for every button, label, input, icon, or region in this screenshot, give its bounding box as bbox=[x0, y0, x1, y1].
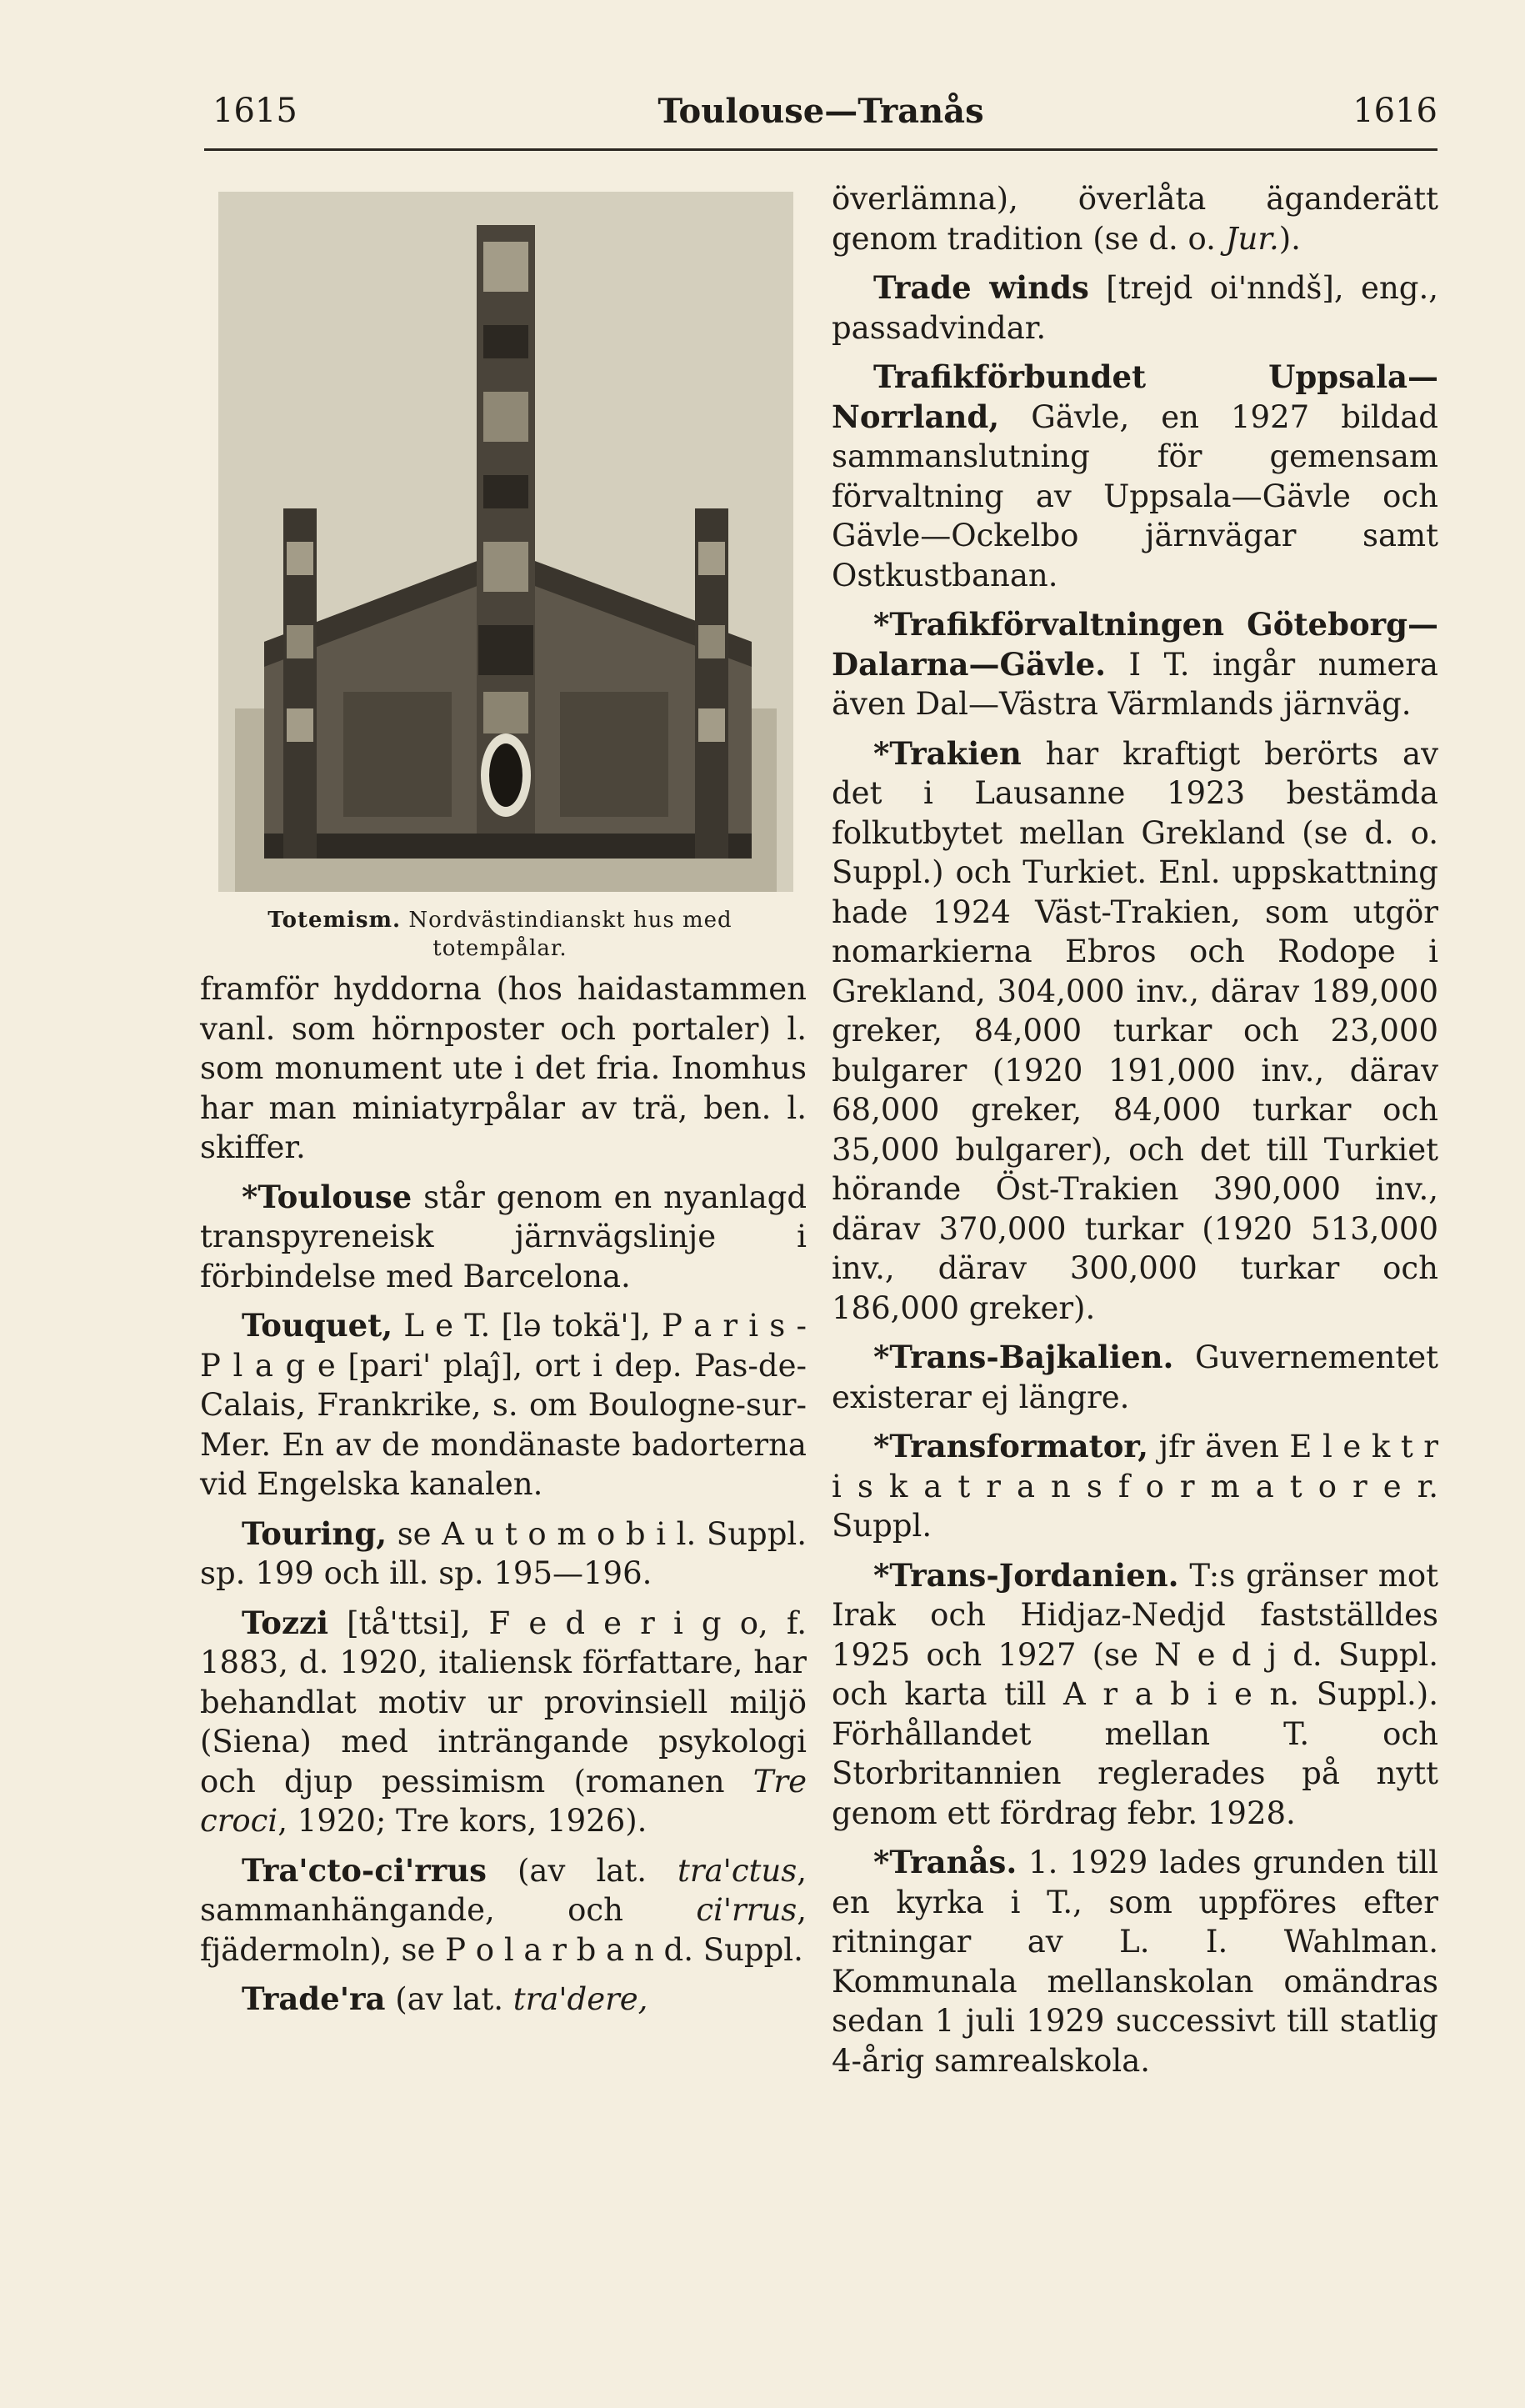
entry-head: Tra'cto-ci'rrus bbox=[242, 1851, 487, 1889]
entry-head: Trade winds bbox=[873, 269, 1089, 306]
entry-head: Trade'ra bbox=[242, 1980, 386, 2017]
entry-head: *Trans-Bajkalien. bbox=[873, 1339, 1174, 1375]
entry-trans-jordanien bbox=[832, 1556, 1438, 1834]
entry-text: T:s gränser mot Irak och Hidjaz-Nedjd fastställdes 1925 och 1927 (se N e d j d. Suppl. och karta till A r a b i e n. Suppl.). Förhållandet mellan T. och Storbritannien reglerades på nytt genom ett fördrag febr. 1928. bbox=[832, 1557, 1438, 1831]
entry-text: 1. 1929 lades grunden till en kyrka i T., som uppföres efter ritningar av L. I. Wahlman. Kommunala mellanskolan omändras sedan 1 juli 1929 successivt till statlig 4-årig samrealskola. bbox=[832, 1845, 1438, 2079]
entry-italic: tra'dere, bbox=[512, 1981, 648, 2017]
entry-text: [tå'ttsi], F e d e r i g o, f. 1883, d. 1920, italiensk författare, har behandlat motiv ur provinsiell miljö (Siena) med inträngande psykologi och djup pessimism (romanen bbox=[200, 1604, 807, 1800]
entry-head: *Transformator, bbox=[873, 1428, 1149, 1464]
entry-text: har kraftigt berörts av det i Lausanne 1923 bestämda folkutbytet mellan Grekland (se d. o. Suppl.) och Turkiet. Enl. uppskattning hade 1924 Väst-Trakien, som utgör nomarkierna Ebros och Rodope i Grekland, 304,000 inv., därav 189,000 greker, 84,000 turkar och 23,000 bulgarer (1920 191,000 inv., därav 68,000 greker, 84,000 turkar och 35,000 bulgarer), och det till Turkiet hörande Öst-Trakien 390,000 inv., därav 370,000 turkar (1920 513,000 inv., därav 300,000 turkar och 186,000 greker). bbox=[832, 735, 1438, 1326]
entry-trade-winds bbox=[832, 268, 1438, 348]
caption-text: Nordvästindianskt hus med totempålar. bbox=[401, 908, 732, 961]
entry-trafikforbundet bbox=[832, 358, 1438, 595]
caption-lead: Totemism. bbox=[268, 908, 402, 933]
right-column bbox=[832, 179, 1438, 2090]
entry-tozzi bbox=[200, 1604, 807, 1841]
entry-trafikforvaltningen bbox=[832, 605, 1438, 724]
entry-head: Touquet, bbox=[242, 1307, 393, 1344]
entry-text: överlämna), överlåta äganderätt genom tradition (se d. o. bbox=[832, 181, 1438, 257]
entry-head: *Tranås. bbox=[873, 1844, 1018, 1880]
entry-touquet bbox=[200, 1306, 807, 1504]
entry-text: framför hyddorna (hos haidastammen vanl. som hörnposter och portaler) l. som monument ute i det fria. Inomhus har man miniatyrpålar av trä, ben. l. skiffer. bbox=[200, 971, 807, 1165]
entry-tradera bbox=[200, 1980, 807, 2020]
entry-text: Guvernementet existerar ej längre. bbox=[832, 1339, 1438, 1415]
totem-illustration bbox=[218, 192, 793, 892]
entry-text: ). bbox=[1278, 220, 1301, 257]
entry-italic: Tre croci bbox=[200, 1763, 807, 1839]
entry-text: , 1920; Tre kors, 1926). bbox=[278, 1803, 648, 1839]
entry-head: *Trafikförvaltningen Göteborg—Dalarna—Gävle. bbox=[832, 606, 1438, 683]
entry-touring bbox=[200, 1514, 807, 1594]
entry-toulouse bbox=[200, 1178, 807, 1297]
running-title: Toulouse—Tranås bbox=[658, 92, 984, 131]
entry-text: (av lat. bbox=[486, 1852, 678, 1889]
entry-italic: tra'ctus bbox=[678, 1852, 798, 1889]
entry-text: I T. ingår numera även Dal—Västra Värmlands järnväg. bbox=[832, 646, 1438, 722]
entry-text: [trejd oi'nndš], eng., passadvindar. bbox=[832, 270, 1438, 346]
entry-head: Trafikförbundet Uppsala—Norrland, bbox=[832, 358, 1438, 435]
right-page-number: 1616 bbox=[1352, 92, 1438, 130]
entry-text: L e T. [lə tokä'], P a r i s - P l a g e [pari' plaĵ], ort i dep. Pas-de-Calais, Frankrike, s. om Boulogne-sur-Mer. En av de mondänaste badorterna vid Engelska kanalen. bbox=[200, 1308, 807, 1502]
entry-tranas bbox=[832, 1843, 1438, 2080]
entry-head: *Toulouse bbox=[242, 1178, 412, 1215]
header-rule bbox=[204, 148, 1438, 151]
left-column bbox=[200, 969, 807, 2030]
entry-transformator bbox=[832, 1427, 1438, 1546]
entry-tracto-cirrus bbox=[200, 1851, 807, 1970]
totem-house-photo bbox=[218, 192, 793, 892]
entry-text: , sammanhängande, och bbox=[200, 1852, 807, 1928]
entry-head: *Trakien bbox=[873, 734, 1022, 772]
entry-tradera-cont bbox=[832, 179, 1438, 258]
entry-text: se A u t o m o b i l. Suppl. sp. 199 och ill. sp. 195—196. bbox=[200, 1515, 807, 1591]
entry-italic: Jur. bbox=[1225, 220, 1279, 257]
entry-head: Touring, bbox=[242, 1514, 388, 1552]
left-page-number: 1615 bbox=[212, 92, 298, 130]
entry-trakien bbox=[832, 734, 1438, 1329]
entry-totemism-cont bbox=[200, 969, 807, 1168]
entry-text: , fjädermoln), se P o l a r b a n d. Suppl. bbox=[200, 1892, 807, 1968]
entry-text: står genom en nyanlagd transpyreneisk järnvägslinje i förbindelse med Barcelona. bbox=[200, 1179, 807, 1294]
entry-text: Gävle, en 1927 bildad sammanslutning för gemensam förvaltning av Uppsala—Gävle och Gävle—Ockelbo järnvägar samt Ostkustbanan. bbox=[832, 398, 1438, 593]
figure-caption bbox=[200, 907, 800, 964]
entry-text: jfr även E l e k t r i s k a t r a n s f o r m a t o r e r. Suppl. bbox=[832, 1429, 1438, 1544]
entry-head: Tozzi bbox=[242, 1604, 329, 1641]
page-header bbox=[204, 92, 1438, 150]
entry-head: *Trans-Jordanien. bbox=[873, 1556, 1179, 1594]
entry-trans-bajkalien bbox=[832, 1338, 1438, 1417]
entry-text: (av lat. bbox=[385, 1981, 513, 2017]
entry-italic: ci'rrus bbox=[696, 1892, 798, 1928]
